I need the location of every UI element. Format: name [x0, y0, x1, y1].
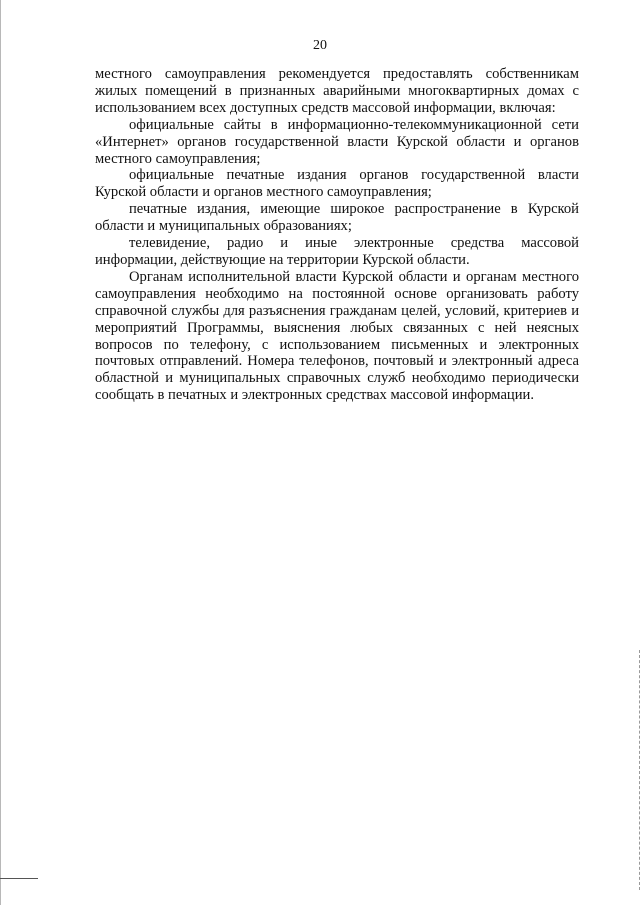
list-item-broadcast-media: телевидение, радио и иные электронные средства массовой информации, действующие на территории Курской области. [95, 235, 579, 268]
paragraph-help-service: Органам исполнительной власти Курской области и органам местного самоуправления необходимо на постоянной основе организовать работу справочной службы для разъяснения гражданам целей, условий, критериев и мероприятий Программы, выяснения любых связанных с ней неясных вопросов по телефону, с использованием письменных и электронных почтовых отправлений. Номера телефонов, почтовый и электронный адреса областной и муниципальных справочных служб необходимо периодически сообщать в печатных и электронных средствах массовой информации. [95, 268, 579, 404]
scan-corner-mark [0, 878, 38, 879]
page-number: 20 [313, 38, 327, 53]
scan-edge-line-left [0, 0, 1, 905]
list-item-official-websites: официальные сайты в информационно-телекоммуникационной сети «Интернет» органов государственной власти Курской области и органов местного самоуправления; [95, 116, 579, 167]
document-body [95, 66, 579, 404]
list-item-wide-print: печатные издания, имеющие широкое распространение в Курской области и муниципальных образованиях; [95, 201, 579, 235]
paragraph-continuation: местного самоуправления рекомендуется предоставлять собственникам жилых помещений в признанных аварийными многоквартирных домах с использованием всех доступных средств массовой информации, включая: [95, 66, 579, 116]
list-item-official-print: официальные печатные издания органов государственной власти Курской области и органов местного самоуправления; [95, 167, 579, 201]
